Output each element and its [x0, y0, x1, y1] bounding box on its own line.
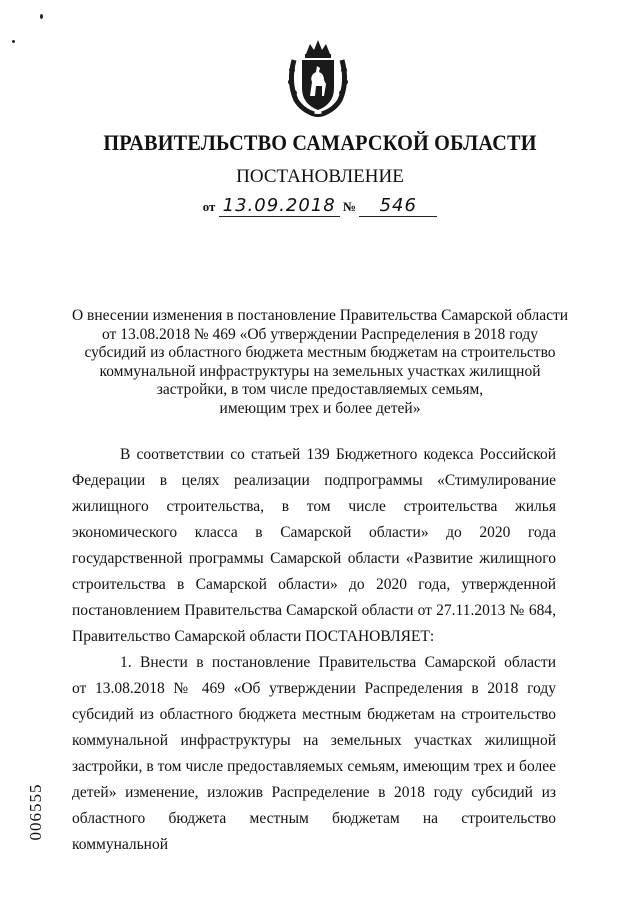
subject-line: субсидий из областного бюджета местным бюджетам на строительство	[84, 344, 556, 361]
body-line: Федерации в целях реализации подпрограммы «Стимулирование	[72, 472, 556, 489]
body-line: Правительство Самарской области ПОСТАНОВЛЯЕТ:	[72, 628, 435, 645]
scan-speck	[40, 14, 43, 19]
body-line: 1. Внести в постановление Правительства Самарской области	[120, 654, 556, 671]
body-line: застройки, в том числе предоставляемых семьям, имеющим трех и более	[72, 758, 556, 775]
number-prefix: №	[342, 199, 357, 214]
body-line: экономического класса в Самарской области» до 2020 года	[72, 524, 556, 541]
subject-heading	[70, 307, 570, 418]
body-line: строительства в Самарской области» до 2020 года, утвержденной	[72, 576, 556, 593]
margin-stamp	[26, 772, 46, 852]
body-line: областного бюджета местным бюджетам на строительство коммунальной	[72, 810, 556, 853]
body-line: государственной программы Самарской области «Развитие жилищного	[72, 550, 556, 567]
document-type-title: ПОСТАНОВЛЕНИЕ	[236, 166, 404, 187]
subject-line: имеющим трех и более детей»	[219, 399, 421, 417]
organization-title: ПРАВИТЕЛЬСТВО САМАРСКОЙ ОБЛАСТИ	[103, 130, 537, 155]
date-prefix: от	[202, 199, 216, 214]
body-line: В соответствии со статьей 139 Бюджетного кодекса Российской	[120, 446, 556, 463]
body-line: субсидий из областного бюджета местным бюджетам на строительство	[72, 706, 556, 723]
subject-line: О внесении изменения в постановление Правительства Самарской области	[71, 307, 569, 324]
handwritten-date: 13.09.2018	[219, 196, 340, 217]
scan-speck	[12, 40, 15, 43]
subject-line: коммунальной инфраструктуры на земельных участках жилищной	[99, 362, 541, 380]
body-line: от 13.08.2018 № 469 «Об утверждении Распределения в 2018 году	[72, 680, 556, 697]
body-text	[72, 442, 556, 853]
handwritten-number: 546	[359, 196, 437, 217]
subject-line: застройки, в том числе предоставляемых семьям,	[156, 381, 484, 398]
body-line: детей» изменение, изложив Распределение в 2018 году субсидий из	[72, 784, 556, 801]
body-line: постановлением Правительства Самарской области от 27.11.2013 № 684,	[72, 602, 556, 619]
margin-stamp-number: 006555	[26, 783, 45, 841]
subject-line: от 13.08.2018 № 469 «Об утверждении Распределения в 2018 году	[102, 325, 538, 343]
body-line: жилищного строительства, в том числе строительства жилья	[72, 498, 556, 515]
samara-coat-of-arms-emblem	[286, 38, 350, 120]
body-line: коммунальной инфраструктуры на земельных участках жилищной	[72, 732, 556, 749]
date-number-line	[0, 196, 640, 217]
